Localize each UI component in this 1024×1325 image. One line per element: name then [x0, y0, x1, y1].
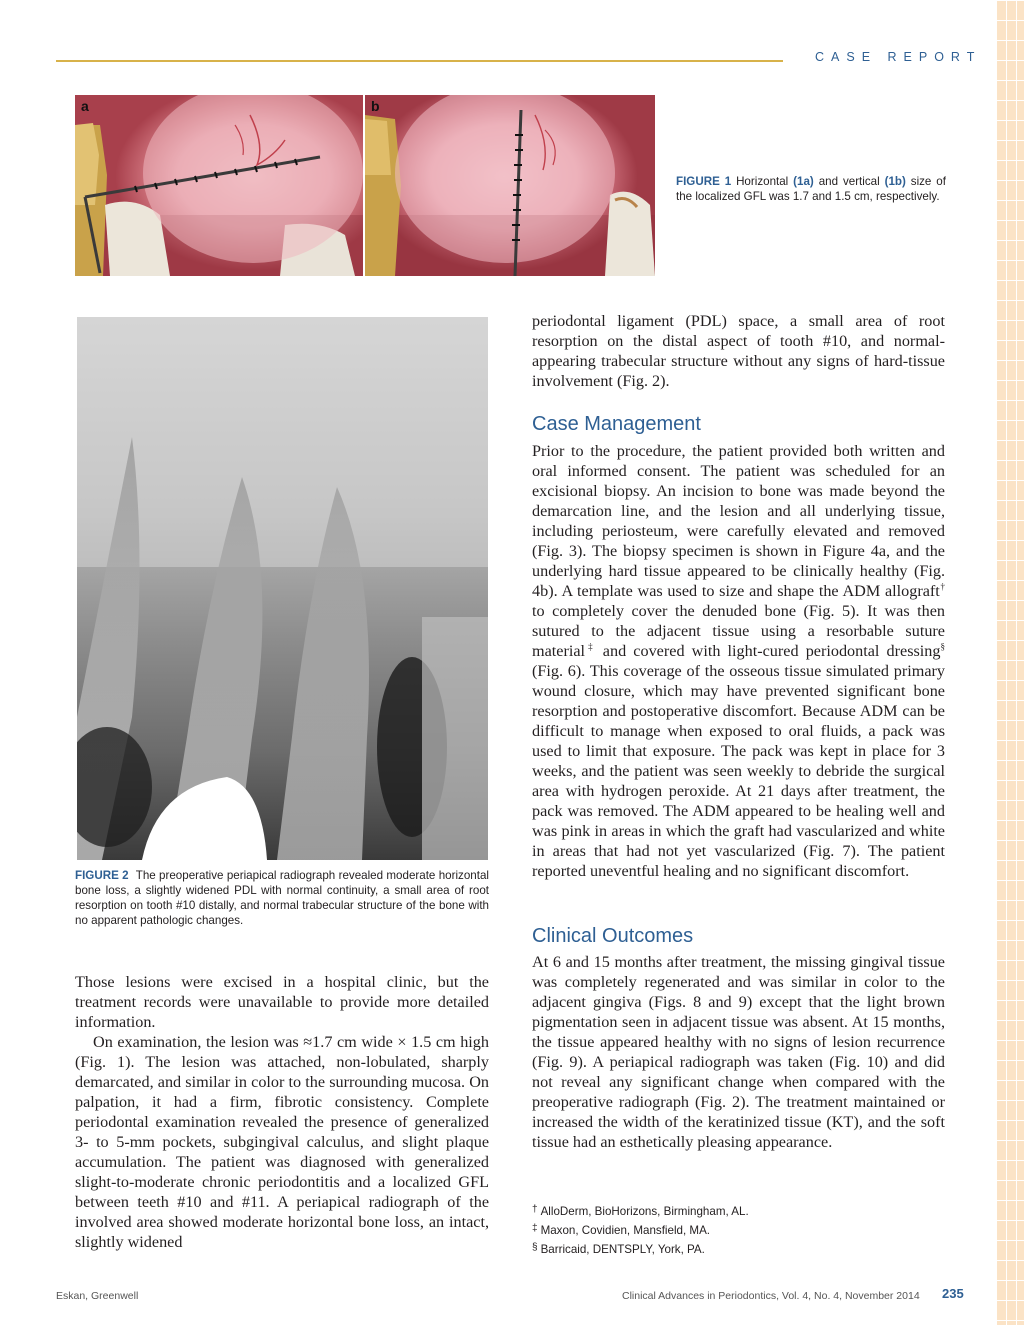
footnote-text: Maxon, Covidien, Mansfield, MA.	[540, 1224, 711, 1237]
section-label: CASE REPORT	[815, 50, 982, 64]
body-paragraph: At 6 and 15 months after treatment, the missing gingival tissue was completely regenerated and was similar in color to the adjacent gingiva (Figs. 8 and 9) except that the light brown pigmentation seen in adjacent tissue was absent. At 15 months, the tissue appeared healthy with no signs of lesion recurrence (Fig. 9). A periapical radiograph was taken (Fig. 10) and did not reveal any significant change when compared with the preoperative radiograph (Fig. 2). The treatment maintained or increased the width of the keratinized tissue (KT), and the soft tissue had an esthetically pleasing appearance.	[532, 953, 945, 1151]
body-text-segment: (Fig. 6). This coverage of the osseous tissue simulated primary wound closure, which may have prevented significant bone resorption and postoperative discomfort. Because ADM can be difficult to manage when exposed to oral fluids, a pack was used to limit that exposure. The pack was kept in place for 3 weeks, and the patient was seen weekly to debride the surgical area with hydrogen peroxide. At 21 days after treatment, the pack was removed. The ADM appeared to be healing well and was pink in areas in which the graft had vascularized and white in areas that had not yet vascularized (Fig. 7). The patient reported uneventful healing and no significant discomfort.	[532, 662, 945, 880]
figure1-panel-a-illustration	[75, 95, 363, 276]
footer-authors: Eskan, Greenwell	[56, 1290, 139, 1302]
footnote-item	[532, 1201, 945, 1220]
footer-journal: Clinical Advances in Periodontics, Vol. 4, No. 4, November 2014	[622, 1290, 920, 1302]
figure1-panel-b-label: b	[371, 98, 380, 114]
figure2-radiograph	[77, 317, 488, 860]
body-text-segment: to completely cover the denuded bone (Fig. 5). It was then sutured to the adjacent tissue using a resorbable suture material	[532, 602, 945, 660]
header-rule	[56, 60, 783, 62]
figure1-caption	[676, 174, 946, 204]
figure1-panel-a-photo	[75, 95, 363, 276]
footnote-mark: ‡	[532, 1223, 538, 1234]
figure1-ref-b: (1b)	[884, 175, 906, 188]
figure2-radiograph-illustration	[77, 317, 488, 860]
decorative-side-strip	[996, 0, 1024, 1325]
figure2-caption-text: The preoperative periapical radiograph revealed moderate horizontal bone loss, a slightly widened PDL with normal continuity, a small area of root resorption on tooth #10 distally, and normal trabecular structure of the bone with no apparent pathologic changes.	[75, 869, 489, 927]
body-paragraph: Those lesions were excised in a hospital clinic, but the treatment records were unavailable to provide more detailed information.	[75, 973, 489, 1031]
footnote-item	[532, 1239, 945, 1258]
figure1-panel-b-photo	[365, 95, 655, 276]
figure1-panel-a-label: a	[81, 98, 89, 114]
left-column-text	[75, 972, 489, 1252]
figure1-ref-a: (1a)	[793, 175, 814, 188]
figure1-panel-b-illustration	[365, 95, 655, 276]
right-column-continuation	[532, 311, 945, 391]
footnote-text: Barricaid, DENTSPLY, York, PA.	[540, 1243, 705, 1256]
footnote-item	[532, 1220, 945, 1239]
footnotes	[532, 1201, 945, 1258]
body-paragraph: On examination, the lesion was ≈1.7 cm wide × 1.5 cm high (Fig. 1). The lesion was attached, non-lobulated, sharply demarcated, and similar in color to the surrounding mucosa. On palpation, it had a firm, fibrotic consistency. Complete periodontal examination revealed the presence of generalized 3- to 5-mm pockets, subgingival calculus, and slight plaque accumulation. The patient was diagnosed with generalized slight-to-moderate chronic periodontitis and a localized GFL between teeth #10 and #11. A periapical radiograph of the involved area showed moderate horizontal bone loss, an intact, slightly widened	[75, 1033, 489, 1251]
footnote-text: AlloDerm, BioHorizons, Birmingham, AL.	[540, 1205, 749, 1218]
figure1-caption-text: and vertical	[818, 175, 880, 188]
footnote-marker-double-dagger: ‡	[585, 641, 596, 652]
figure2-caption	[75, 868, 489, 928]
footnote-mark: †	[532, 1204, 538, 1215]
heading-clinical-outcomes: Clinical Outcomes	[532, 925, 694, 947]
footnote-marker-dagger: †	[939, 581, 946, 592]
clinical-outcomes-text	[532, 952, 945, 1152]
heading-case-management: Case Management	[532, 413, 701, 435]
body-text-segment: and covered with light-cured periodontal dressing	[595, 642, 941, 660]
figure2-caption-label: FIGURE 2	[75, 869, 129, 882]
footnote-mark: §	[532, 1242, 538, 1253]
footer-page-number: 235	[942, 1286, 964, 1301]
figure1-caption-text: size of the localized GFL was 1.7 and 1.5 cm, respectively.	[676, 175, 946, 203]
figure1-caption-label: FIGURE 1	[676, 175, 732, 188]
body-paragraph	[532, 441, 945, 881]
body-paragraph: periodontal ligament (PDL) space, a small area of root resorption on the distal aspect of tooth #10, and normal-appearing trabecular structure without any signs of hard-tissue involvement (Fig. 2).	[532, 312, 945, 390]
body-text-segment: Prior to the procedure, the patient provided both written and oral informed consent. The patient was scheduled for an excisional biopsy. An incision to bone was made beyond the demarcation line, and the lesion and all underlying tissue, including periosteum, were carefully elevated and removed (Fig. 3). The biopsy specimen is shown in Figure 4a, and the underlying hard tissue appeared to be clinically healthy (Fig. 4b). A template was used to size and shape the ADM allograft	[532, 442, 945, 600]
figure1-caption-text: Horizontal	[736, 175, 789, 188]
case-management-text	[532, 441, 945, 881]
footnote-marker-section: §	[940, 641, 945, 652]
